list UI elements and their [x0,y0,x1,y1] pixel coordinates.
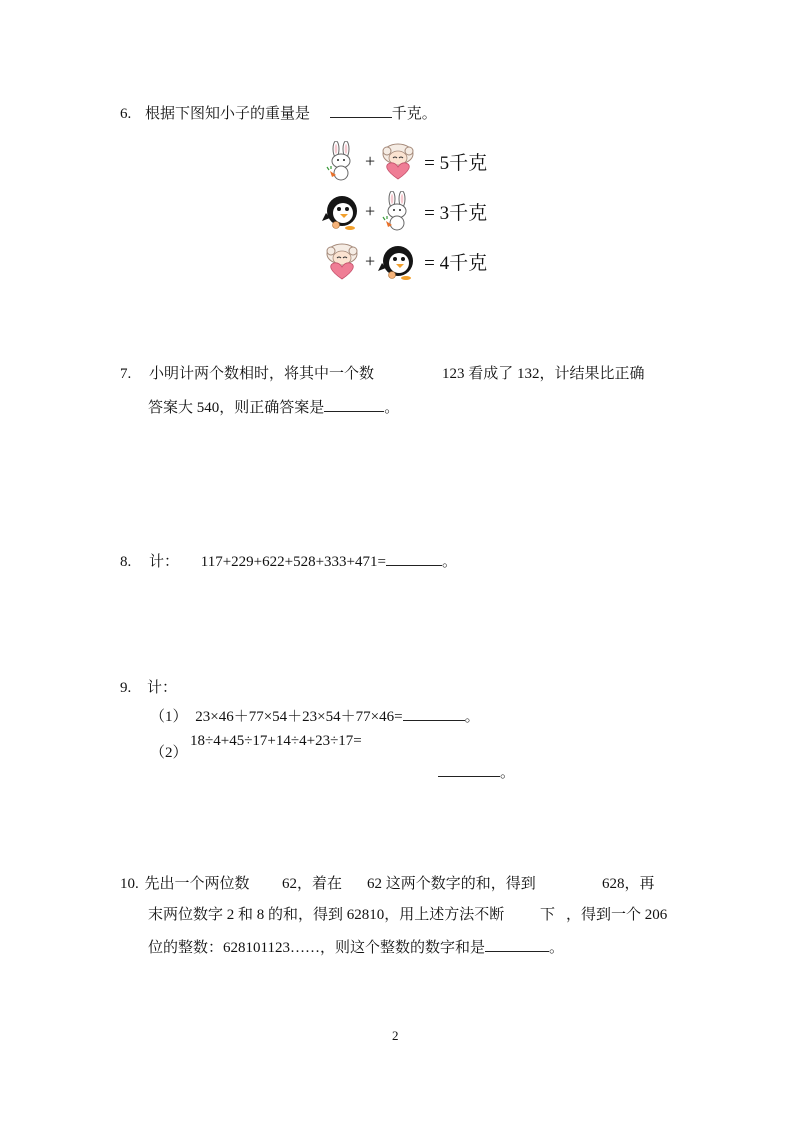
question-9 [120,676,177,697]
question-text: 628，再 [602,876,655,892]
question-10-line-1-c [367,872,536,893]
question-9-part-2-expr [190,733,362,750]
math-expression: 117+229+622+528+333+471= [200,554,386,570]
math-expression: 18÷4+45÷17+14÷4+23÷17= [190,733,362,749]
question-number: 6. [120,106,132,122]
penguin-icon [378,241,418,281]
question-text: 下 [540,907,556,923]
question-10-line-3 [148,936,564,957]
question-7-line-1 [120,362,374,383]
question-8 [120,550,457,571]
question-9-part-2-label [150,741,188,762]
rabbit-icon [322,141,362,181]
question-label: 计： [147,680,178,696]
question-text: 根据下图知小子的重量是 [145,106,311,122]
question-6 [120,102,437,123]
answer-blank[interactable] [403,706,465,721]
answer-blank[interactable] [330,103,392,118]
question-number: 8. [120,554,132,570]
question-number: 7. [120,366,132,382]
question-7-line-1-cont [442,362,645,383]
plus-sign: + [365,200,376,221]
question-number: 10. [120,876,139,892]
question-10-line-1-d [602,872,655,893]
question-10-line-2-c [566,903,667,924]
penguin-icon [322,191,362,231]
question-text: 位的整数：628101123……，则这个整数的数字和是 [148,940,485,956]
part-label: （2） [150,745,188,761]
question-7-line-2 [148,396,399,417]
question-number: 9. [120,680,132,696]
page-number: 2 [392,1028,399,1043]
math-expression: 23×46＋77×54＋23×54＋77×46= [195,709,403,725]
question-text: 先出一个两位数 [144,876,250,892]
question-suffix: 。 [384,400,400,416]
equation-row-3 [322,238,487,284]
answer-blank[interactable] [386,551,442,566]
question-10-line-1 [120,872,250,893]
question-suffix: 。 [500,765,516,781]
question-text: 答案大 540，则正确答案是 [148,400,325,416]
equation-result: = 5千克 [424,152,488,174]
question-suffix: 。 [548,940,564,956]
question-text: ，得到一个 206 [566,907,668,923]
part-label: （1） [150,709,188,725]
answer-blank[interactable] [324,397,384,412]
question-text: 末两位数字 2 和 8 的和，得到 62810，用上述方法不断 [148,907,505,923]
equation-row-2 [322,188,487,234]
question-suffix: 。 [464,709,480,725]
question-10-line-1-b [282,872,342,893]
question-9-part-2-answer [438,761,515,782]
answer-blank[interactable] [438,762,500,777]
question-text: 小明计两个数相时，将其中一个数 [149,366,375,382]
question-label: 计： [149,554,180,570]
question-text: 123 看成了 132，计结果比正确 [442,366,645,382]
question-text: 62，着在 [282,876,343,892]
question-10-line-2-b [540,903,555,924]
question-text: 62 这两个数字的和，得到 [367,876,536,892]
question-suffix: 。 [441,554,457,570]
equation-result: = 3千克 [424,202,488,224]
equation-row-1 [322,138,487,184]
question-10-line-2 [148,903,504,924]
question-suffix: 千克。 [391,106,437,122]
answer-blank[interactable] [485,937,549,952]
sheep-icon [322,241,362,281]
sheep-icon [378,141,418,181]
question-9-part-1 [150,705,480,726]
plus-sign: + [365,150,376,171]
rabbit-icon [378,191,418,231]
equation-result: = 4千克 [424,252,488,274]
plus-sign: + [365,250,376,271]
